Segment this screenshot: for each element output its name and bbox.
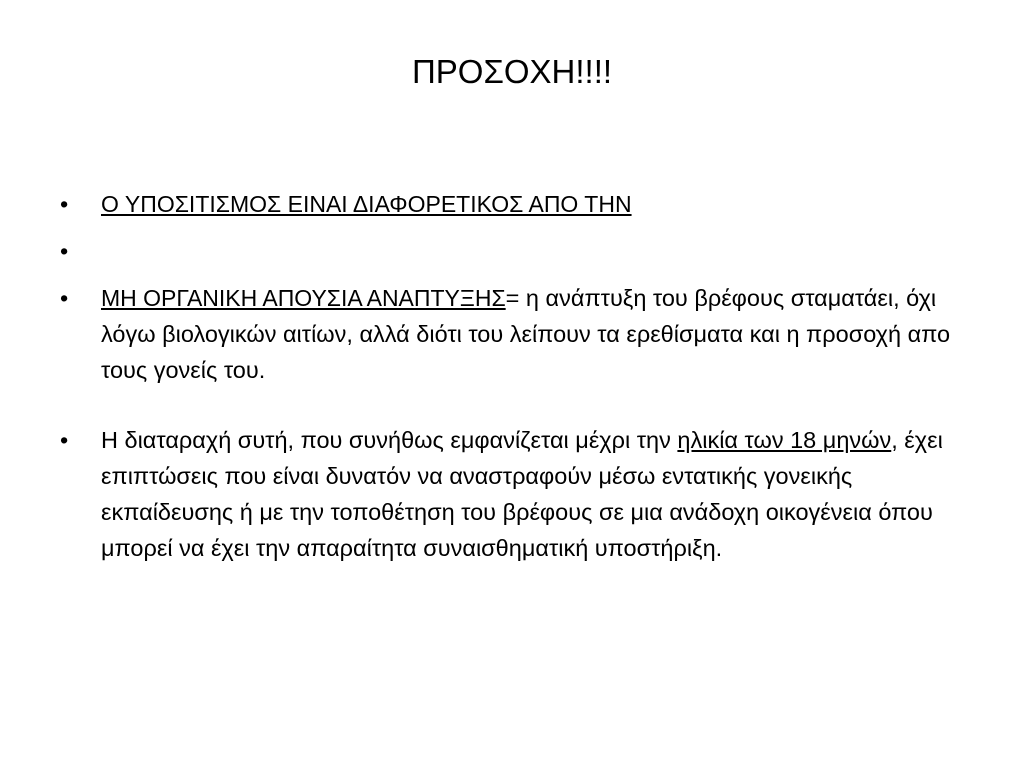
bullet-dot: • (60, 191, 69, 217)
bullet-item-2 (60, 233, 960, 269)
bullet-3-term: ΜΗ ΟΡΓΑΝΙΚΗ ΑΠΟΥΣΙΑ ΑΝΑΠΤΥΞΗΣ (101, 285, 506, 311)
slide-title: ΠΡΟΣΟΧΗ!!!! (411, 53, 613, 90)
bullet-item-3 (60, 280, 960, 388)
bullet-4-text-before: Η διαταραχή συτή, που συνήθως εμφανίζεται μέχρι την (101, 427, 678, 453)
bullet-list (60, 186, 960, 566)
bullet-1-heading: Ο ΥΠΟΣΙΤΙΣΜΟΣ ΕΙΝΑΙ ΔΙΑΦΟΡΕΤΙΚΟΣ ΑΠΟ ΤΗΝ (101, 191, 632, 217)
bullet-4-age-phrase: ηλικία των 18 μηνών (677, 427, 892, 453)
bullet-3-definition: = η ανάπτυξη του βρέφους σταματάει, όχι λόγω βιολογικών αιτίων, αλλά διότι του λείπουν τα ερεθίσματα και η προσοχή απο τους γονείς του. (101, 285, 951, 383)
bullet-dot: • (60, 285, 69, 311)
bullet-item-1 (60, 186, 960, 222)
bullet-4-text-after: , έχει επιπτώσεις που είναι δυνατόν να αναστραφούν μέσω εντατικής γονεικής εκπαίδευσης ή με την τοποθέτηση του βρέφους σε μια ανάδοχη οικογένεια όπου μπορεί να έχει την απαραίτητα συναισθηματική υποστήριξη. (101, 427, 943, 561)
bullet-dot: • (60, 238, 69, 264)
bullet-item-4 (60, 422, 960, 566)
bullet-dot: • (60, 427, 69, 453)
